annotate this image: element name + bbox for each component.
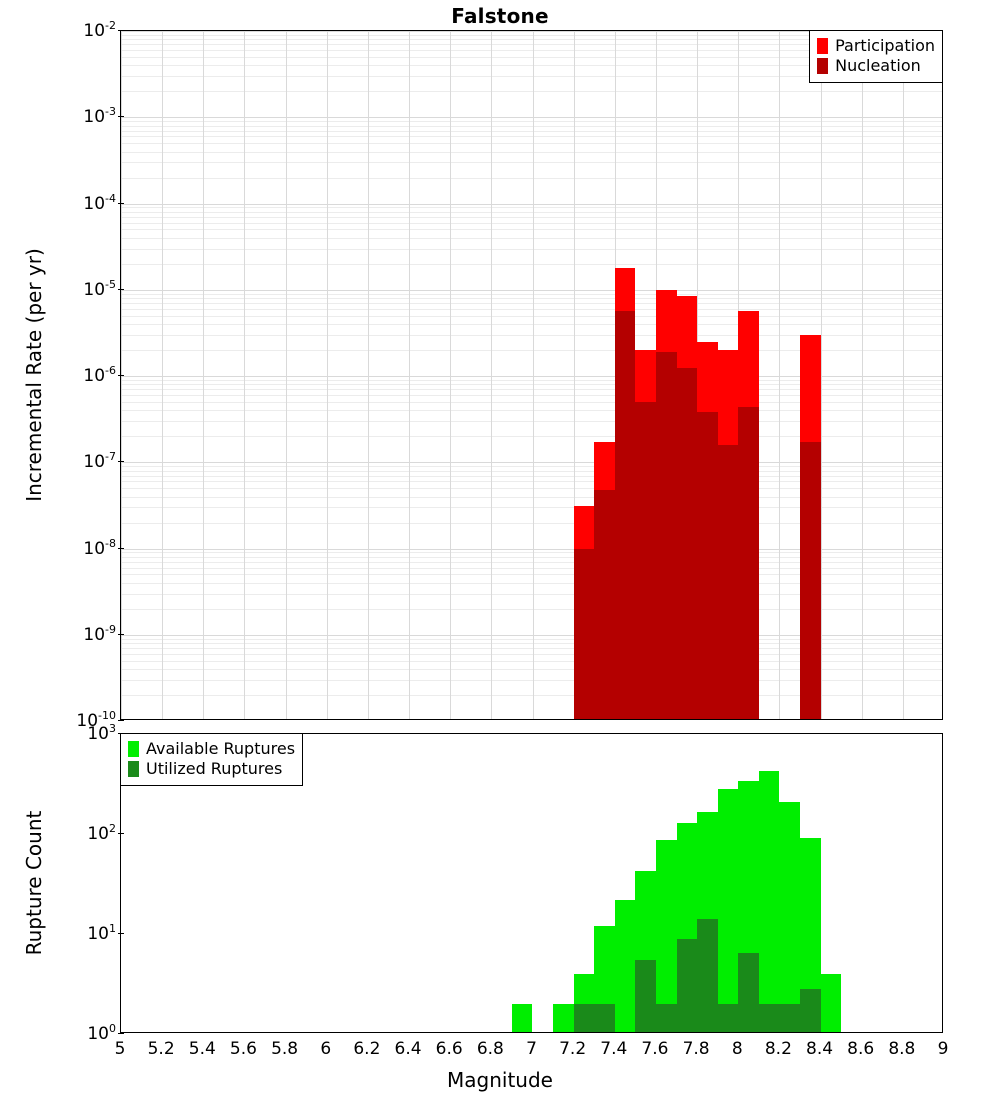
x-tick-label: 6.4 bbox=[394, 1039, 422, 1059]
bar-utilized-ruptures bbox=[574, 1004, 595, 1033]
available-swatch-icon bbox=[128, 741, 139, 757]
x-tick-label: 8.4 bbox=[806, 1039, 834, 1059]
y-tick-mark bbox=[118, 733, 124, 734]
bar-utilized-ruptures bbox=[656, 1004, 677, 1033]
gridline-vertical bbox=[244, 31, 245, 719]
bottom-y-axis-title: Rupture Count bbox=[22, 810, 46, 956]
gridline-vertical bbox=[903, 31, 904, 719]
gridline-vertical bbox=[821, 31, 822, 719]
nucleation-swatch-icon bbox=[817, 58, 828, 74]
y-tick-mark bbox=[118, 548, 124, 549]
y-tick-mark bbox=[118, 634, 124, 635]
legend-label-nucleation: Nucleation bbox=[835, 56, 921, 75]
bar-nucleation bbox=[635, 402, 656, 720]
bar-nucleation bbox=[574, 549, 595, 721]
page-title: Falstone bbox=[451, 4, 549, 28]
x-tick-label: 7.4 bbox=[600, 1039, 628, 1059]
bar-utilized-ruptures bbox=[779, 1004, 800, 1033]
gridline-vertical bbox=[203, 31, 204, 719]
y-tick-label: $10^{-2}$ bbox=[83, 19, 116, 41]
bar-nucleation bbox=[615, 311, 636, 720]
x-tick-label: 8.2 bbox=[764, 1039, 792, 1059]
gridline-vertical bbox=[533, 31, 534, 719]
bar-available-ruptures bbox=[779, 802, 800, 1033]
y-tick-label: $10^1$ bbox=[87, 922, 116, 944]
gridline-vertical bbox=[162, 31, 163, 719]
gridline-vertical bbox=[327, 31, 328, 719]
bar-utilized-ruptures bbox=[635, 960, 656, 1033]
bar-utilized-ruptures bbox=[594, 1004, 615, 1033]
legend-label-participation: Participation bbox=[835, 36, 935, 55]
y-tick-mark bbox=[118, 461, 124, 462]
gridline-vertical bbox=[491, 31, 492, 719]
gridline-vertical bbox=[450, 31, 451, 719]
y-tick-mark bbox=[118, 1033, 124, 1034]
x-tick-label: 8.6 bbox=[847, 1039, 875, 1059]
x-tick-label: 6.6 bbox=[435, 1039, 463, 1059]
bar-utilized-ruptures bbox=[738, 953, 759, 1033]
gridline-vertical bbox=[286, 31, 287, 719]
x-tick-label: 5 bbox=[114, 1039, 126, 1059]
x-tick-label: 5.4 bbox=[188, 1039, 216, 1059]
x-axis-title: Magnitude bbox=[447, 1068, 553, 1092]
x-tick-label: 6 bbox=[320, 1039, 332, 1059]
y-tick-mark bbox=[118, 203, 124, 204]
bar-utilized-ruptures bbox=[800, 989, 821, 1033]
legend-bottom bbox=[120, 733, 303, 786]
rupture-count-plot bbox=[120, 733, 943, 1033]
y-tick-mark bbox=[118, 833, 124, 834]
x-tick-label: 8 bbox=[731, 1039, 743, 1059]
x-tick-label: 7 bbox=[526, 1039, 537, 1059]
incremental-rate-plot bbox=[120, 30, 943, 720]
bar-nucleation bbox=[656, 352, 677, 720]
y-tick-label: $10^{-3}$ bbox=[83, 105, 116, 128]
bar-nucleation bbox=[738, 407, 759, 720]
x-tick-label: 7.6 bbox=[641, 1039, 669, 1059]
x-tick-label: 5.6 bbox=[229, 1039, 257, 1059]
gridline-vertical bbox=[779, 31, 780, 719]
bar-nucleation bbox=[800, 442, 821, 720]
x-tick-label: 5.8 bbox=[271, 1039, 299, 1059]
y-tick-label: $10^{-4}$ bbox=[83, 191, 116, 214]
bar-available-ruptures bbox=[821, 974, 842, 1033]
y-tick-mark bbox=[118, 933, 124, 934]
legend-label-utilized: Utilized Ruptures bbox=[146, 759, 283, 778]
y-tick-label: $10^0$ bbox=[87, 1022, 116, 1044]
y-tick-label: $10^2$ bbox=[87, 822, 116, 844]
y-tick-label: $10^3$ bbox=[87, 722, 116, 744]
legend-label-available: Available Ruptures bbox=[146, 739, 296, 758]
y-tick-mark bbox=[118, 289, 124, 290]
y-tick-label: $10^{-10}$ bbox=[76, 709, 116, 731]
legend-item-participation bbox=[817, 36, 935, 56]
legend-item-utilized-ruptures bbox=[128, 759, 295, 779]
x-tick-labels bbox=[114, 1039, 949, 1063]
gridline-vertical bbox=[409, 31, 410, 719]
y-tick-mark bbox=[118, 30, 124, 31]
y-tick-label: $10^{-7}$ bbox=[83, 450, 116, 473]
bar-available-ruptures bbox=[615, 900, 636, 1033]
gridline-vertical bbox=[862, 31, 863, 719]
legend-item-nucleation bbox=[817, 56, 935, 76]
x-tick-label: 6.2 bbox=[353, 1039, 381, 1059]
y-tick-mark bbox=[118, 375, 124, 376]
bar-utilized-ruptures bbox=[677, 939, 698, 1033]
legend-item-available-ruptures bbox=[128, 739, 295, 759]
x-tick-label: 8.8 bbox=[888, 1039, 916, 1059]
y-tick-label: $10^{-5}$ bbox=[83, 277, 116, 300]
bar-available-ruptures bbox=[759, 771, 780, 1033]
top-y-axis-title: Incremental Rate (per yr) bbox=[22, 248, 46, 502]
y-tick-label: $10^{-6}$ bbox=[83, 364, 116, 386]
utilized-swatch-icon bbox=[128, 761, 139, 777]
legend-top bbox=[809, 30, 943, 83]
bar-utilized-ruptures bbox=[697, 919, 718, 1033]
gridline-vertical bbox=[368, 31, 369, 719]
bar-utilized-ruptures bbox=[718, 1004, 739, 1033]
bar-available-ruptures bbox=[512, 1004, 533, 1033]
bar-utilized-ruptures bbox=[759, 1004, 780, 1033]
bar-available-ruptures bbox=[553, 1004, 574, 1033]
y-tick-mark bbox=[118, 116, 124, 117]
x-tick-label: 6.8 bbox=[476, 1039, 504, 1059]
bar-nucleation bbox=[697, 412, 718, 720]
x-tick-label: 9 bbox=[937, 1039, 949, 1059]
y-tick-label: $10^{-8}$ bbox=[83, 536, 116, 559]
participation-swatch-icon bbox=[817, 38, 828, 54]
x-tick-label: 7.8 bbox=[682, 1039, 710, 1059]
bar-nucleation bbox=[594, 490, 615, 720]
bar-nucleation bbox=[677, 368, 698, 720]
bar-nucleation bbox=[718, 445, 739, 720]
y-tick-label: $10^{-9}$ bbox=[83, 622, 116, 645]
x-tick-label: 7.2 bbox=[559, 1039, 587, 1059]
bar-available-ruptures bbox=[718, 789, 739, 1033]
x-tick-label: 5.2 bbox=[147, 1039, 175, 1059]
y-tick-mark bbox=[118, 720, 124, 721]
